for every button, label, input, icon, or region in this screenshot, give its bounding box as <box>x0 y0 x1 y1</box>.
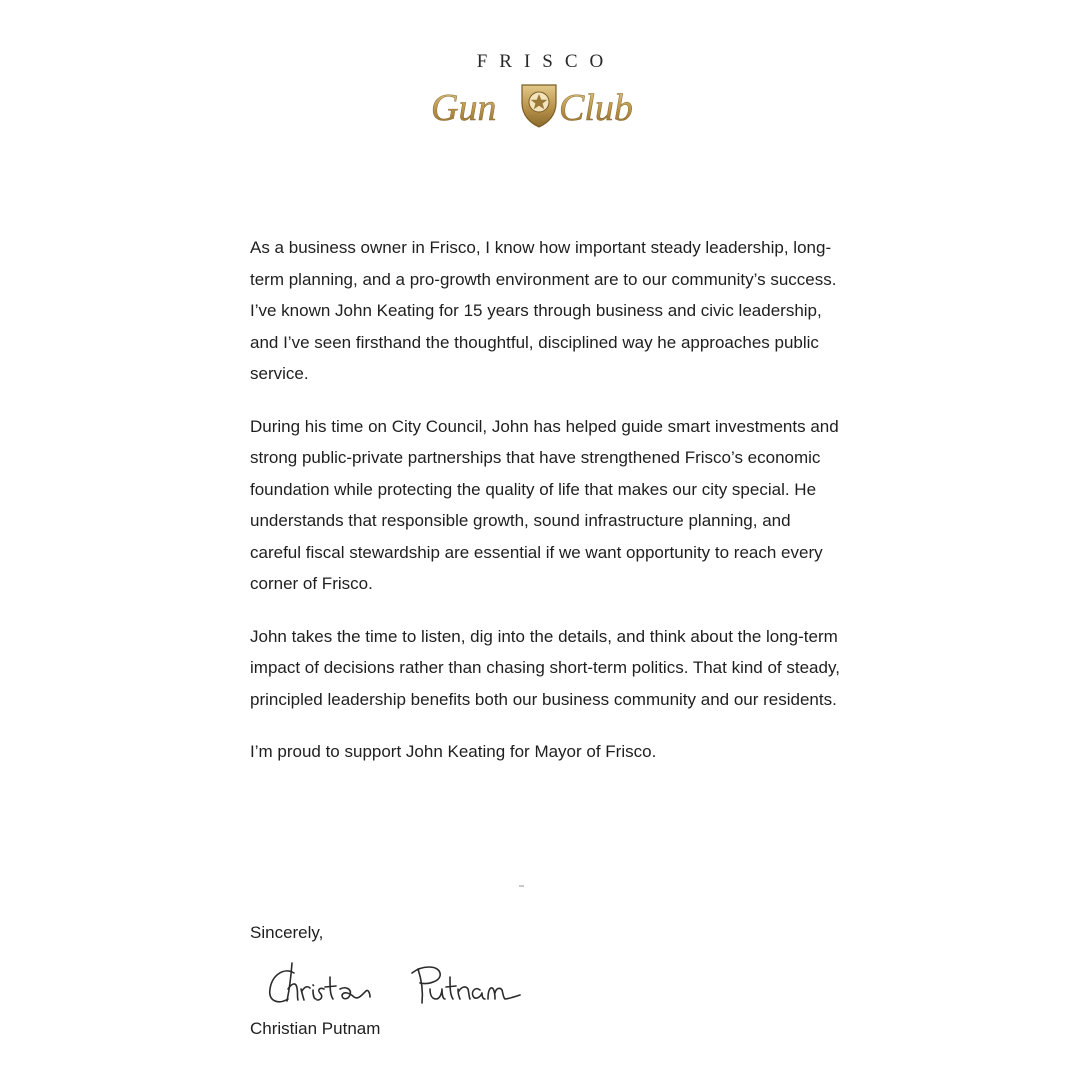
letter-paragraph-1: As a business owner in Frisco, I know how important steady leadership, long-term planning, and a pro-growth environment are to our community’s success. I’ve known John Keating for 15 years through business and civic leadership, and I’ve seen firsthand the thoughtful, disciplined way he approaches public service. <box>250 238 837 383</box>
svg-text:Club: Club <box>559 87 633 129</box>
svg-text:Gun: Gun <box>431 87 497 129</box>
shield-star-emblem-icon <box>522 85 556 127</box>
letter-paragraph-4: I’m proud to support John Keating for Mayor of Frisco. <box>250 742 657 761</box>
letter-body <box>250 232 840 789</box>
brand-top-text: FRISCO <box>476 51 616 72</box>
signer-name: Christian Putnam <box>250 1019 381 1038</box>
letter-paragraph-2: During his time on City Council, John has helped guide smart investments and strong public-private partnerships that have strengthened Frisco’s economic foundation while protecting the quality of life that makes our city special. He understands that responsible growth, sound infrastructure planning, and careful fiscal stewardship are essential if we want opportunity to reach every corner of Frisco. <box>250 416 839 593</box>
letter-paragraph-3: John takes the time to listen, dig into the details, and think about the long-term impact of decisions rather than chasing short-term politics. That kind of steady, principled leadership benefits both our business community and our residents. <box>250 626 840 709</box>
gun-club-logo <box>425 76 655 138</box>
letterhead <box>0 48 1080 138</box>
closing-text: Sincerely, <box>250 923 324 942</box>
paper-speck <box>519 885 524 887</box>
handwritten-signature <box>262 955 522 1015</box>
